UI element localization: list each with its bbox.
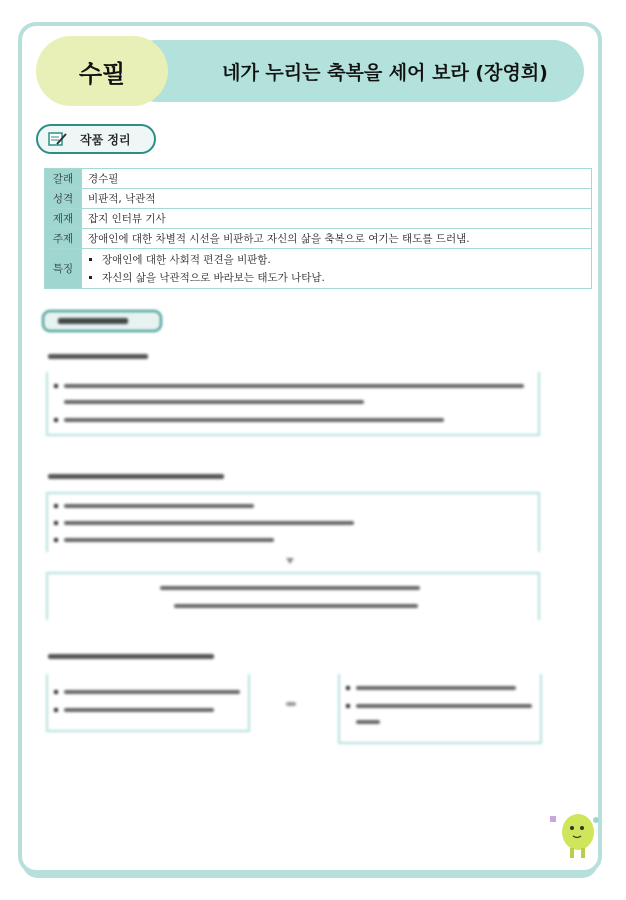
header-banner	[36, 36, 588, 106]
row-value-subject-matter: 잡지 인터뷰 기사	[82, 209, 592, 229]
list-item: ▪ 자신의 삶을 낙관적으로 바라보는 태도가 나타남.	[102, 270, 585, 285]
list-item: ▪ 장애인에 대한 사회적 편견을 비판함.	[102, 252, 585, 267]
row-key-genre: 갈래	[45, 169, 82, 189]
table-row	[45, 169, 592, 189]
work-summary-table	[44, 168, 592, 289]
mascot-character-icon	[546, 806, 602, 864]
row-key-character: 성격	[45, 189, 82, 209]
obscured-box	[46, 372, 540, 436]
table-row	[45, 189, 592, 209]
genre-badge: 수필	[36, 36, 168, 106]
obscured-heading	[48, 354, 148, 359]
obscured-connector	[286, 702, 296, 706]
row-value-character: 비판적, 낙관적	[82, 189, 592, 209]
page-title: 네가 누리는 축복을 세어 보라 (장영희)	[222, 61, 548, 84]
obscured-box	[46, 572, 540, 620]
row-key-features: 특징	[45, 249, 82, 289]
row-key-subject-matter: 제재	[45, 209, 82, 229]
pencil-note-icon	[48, 131, 68, 147]
obscured-box	[338, 674, 542, 744]
row-value-genre: 경수필	[82, 169, 592, 189]
obscured-heading	[48, 474, 224, 479]
obscured-box	[46, 492, 540, 552]
page-frame-edge	[22, 860, 598, 878]
summary-section-label-text: 작품 정리	[80, 132, 131, 147]
row-value-theme: 장애인에 대한 차별적 시선을 비판하고 자신의 삶을 축복으로 여기는 태도를 드러냄.	[82, 229, 592, 249]
obscured-box	[46, 674, 250, 732]
table-row	[45, 229, 592, 249]
table-row	[45, 209, 592, 229]
features-list	[88, 252, 585, 285]
row-key-theme: 주제	[45, 229, 82, 249]
row-value-features	[82, 249, 592, 289]
arrow-down-icon	[286, 558, 294, 564]
summary-section-label	[36, 124, 156, 154]
obscured-heading	[48, 654, 214, 659]
secondary-section-label	[42, 310, 162, 332]
table-row	[45, 249, 592, 289]
